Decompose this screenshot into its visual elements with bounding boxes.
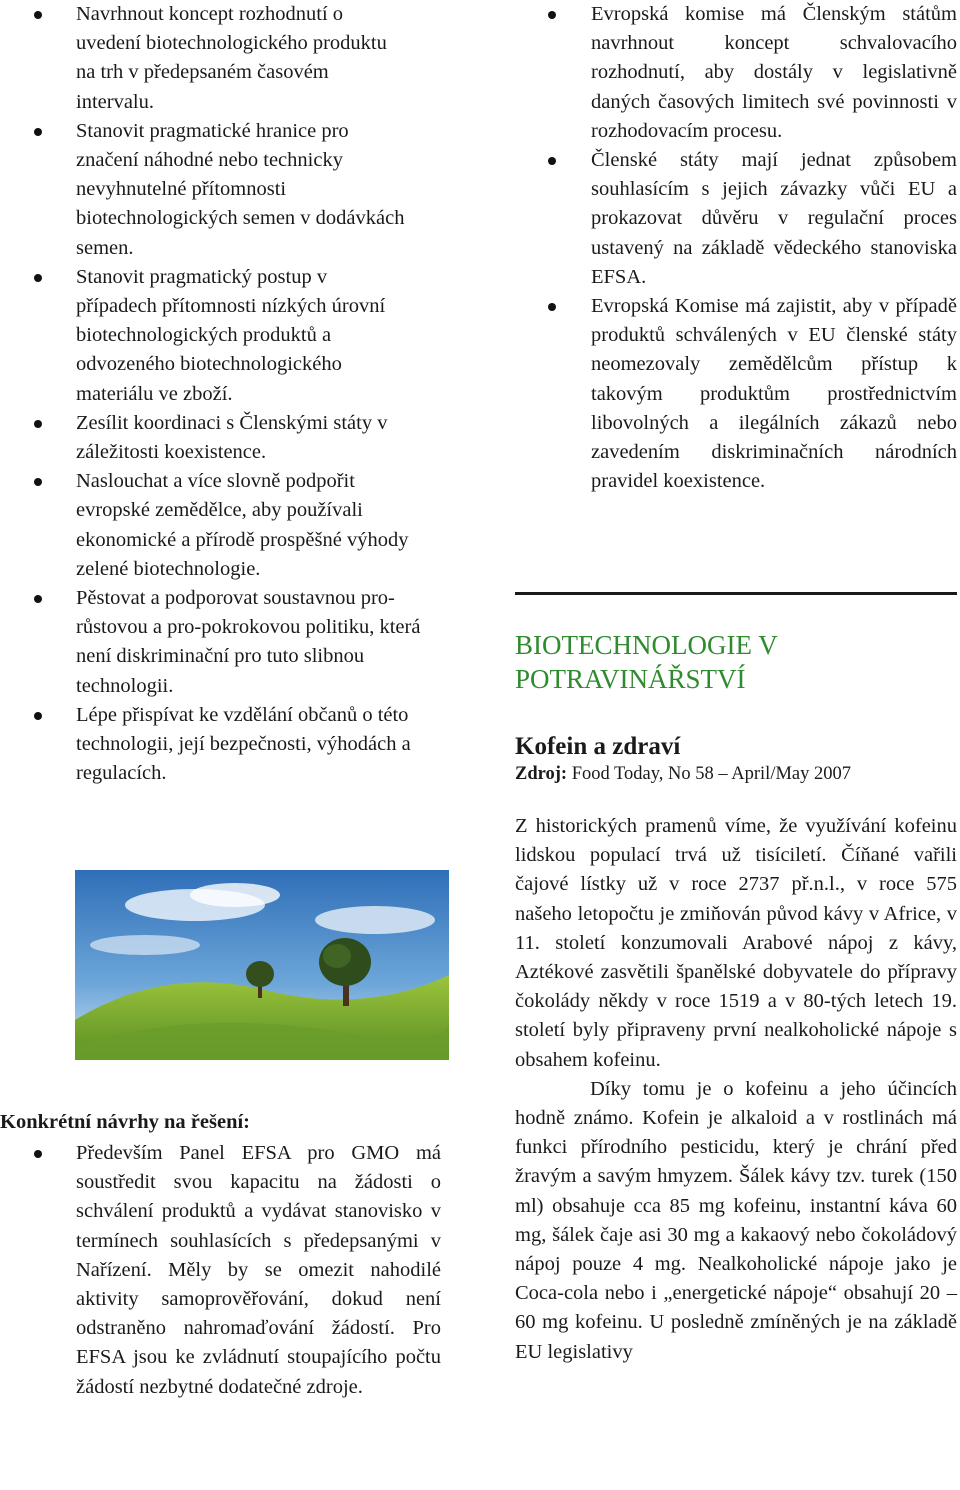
list-item: Lépe přispívat ke vzdělání občanů o této technologii, její bezpečnosti, výhodách a regulacích. — [0, 701, 450, 789]
list-item: Navrhnout koncept rozhodnutí o uvedení biotechnologického produktu na trh v předepsaném časovém intervalu. — [0, 0, 450, 117]
article-source — [515, 762, 851, 786]
list-item: Členské státy mají jednat způsobem souhlasícím s jejich závazky vůči EU a prokazovat důvěru v regulační proces ustavený na základě vědeckého stanoviska EFSA. — [0, 146, 957, 292]
list-item: Pěstovat a podporovat soustavnou pro-růstovou a pro-pokrokovou politiku, která není diskriminační pro tuto slibnou technologii. — [0, 584, 450, 701]
list-item: Stanovit pragmatický postup v případech přítomnosti nízkých úrovní biotechnologických produktů a odvozeného biotechnologického materiálu ve zboží. — [0, 263, 450, 409]
article-body — [515, 812, 957, 1367]
list-item: Stanovit pragmatické hranice pro značení náhodné nebo technicky nevyhnutelné přítomnosti biotechnologických semen v dodávkách semen. — [0, 117, 450, 263]
article-paragraph: Z historických pramenů víme, že využívání kofeinu lidskou populací trvá už tisíciletí. Číňané vařili čajové lístky už v roce 2737 př.n.l., v roce 575 našeho letopočtu je zmiňován původ kávy v Africe, v 11. století konzumovali Arabové nápoj z kávy, Aztékové zasvětili španělské dobyvatele do přípravy čokolády někdy v roce 1519 a v 80-tých letech 19. století byly připraveny první nealkoholické nápoje s obsahem kofeinu. — [515, 815, 957, 1071]
list-item: Především Panel EFSA pro GMO má soustředit svou kapacitu na žádosti o schválení produktů a vydávat stanovisko v termínech souhlasících s předepsanými v Nařízení. Měly by se omezit nahodilé aktivity samoprověřování, dokud není odstraněno nahromaďování žádostí. Pro EFSA jsou ke zvládnutí stoupajícího počtu žádostí nezbytné dodatečné zdroje. — [0, 1139, 441, 1402]
source-label: Zdroj: — [515, 764, 568, 784]
list-item: Evropská komise má Členským státům navrhnout koncept schvalovacího rozhodnutí, aby dostály v legislativně daných časových limitech své povinnosti v rozhodovacím procesu. — [0, 0, 957, 146]
list-item: Naslouchat a více slovně podpořit evropské zemědělce, aby používali ekonomické a přírodě prospěšné výhody zelené biotechnologie. — [0, 467, 450, 584]
landscape-with-trees-image — [75, 870, 449, 1060]
list-item: Evropská Komise má zajistit, aby v případě produktů schválených v EU členské státy neomezovaly zemědělcům přístup k takovým produktům prostřednictvím libovolných a ilegálních zákazů nebo zavedením diskriminačních národních pravidel koexistence. — [0, 292, 957, 496]
section-divider — [515, 592, 957, 595]
right-column — [515, 0, 957, 496]
proposals-heading: Konkrétní návrhy na řešení: — [0, 1111, 250, 1133]
article-title: Kofein a zdraví — [515, 733, 681, 760]
list-item: Zesílit koordinaci s Členskými státy v záležitosti koexistence. — [0, 409, 450, 467]
source-text: Food Today, No 58 – April/May 2007 — [571, 764, 851, 784]
proposals-list — [0, 1139, 441, 1402]
recommendation-bullet-list — [0, 0, 957, 496]
article-paragraph: Díky tomu je o kofeinu a jeho účincích hodně známo. Kofein je alkaloid a v rostlinách má funkci přírodního pesticidu, který je chrání před žravým a savým hmyzem. Šálek kávy tzv. turek (150 ml) obsahuje cca 85 mg kofeinu, instantní káva 60 mg, šálek čaje asi 30 mg a kakaový nebo čokoládový nápoj pouze 4 mg. Nealkoholické nápoje jako je Coca-cola nebo i „energetické nápoje“ obsahují 20 – 60 mg kofeinu. U posledně zmíněných je na základě EU legislativy — [515, 1077, 957, 1363]
section-title: BIOTECHNOLOGIE V POTRAVINÁŘSTVÍ — [515, 630, 778, 694]
